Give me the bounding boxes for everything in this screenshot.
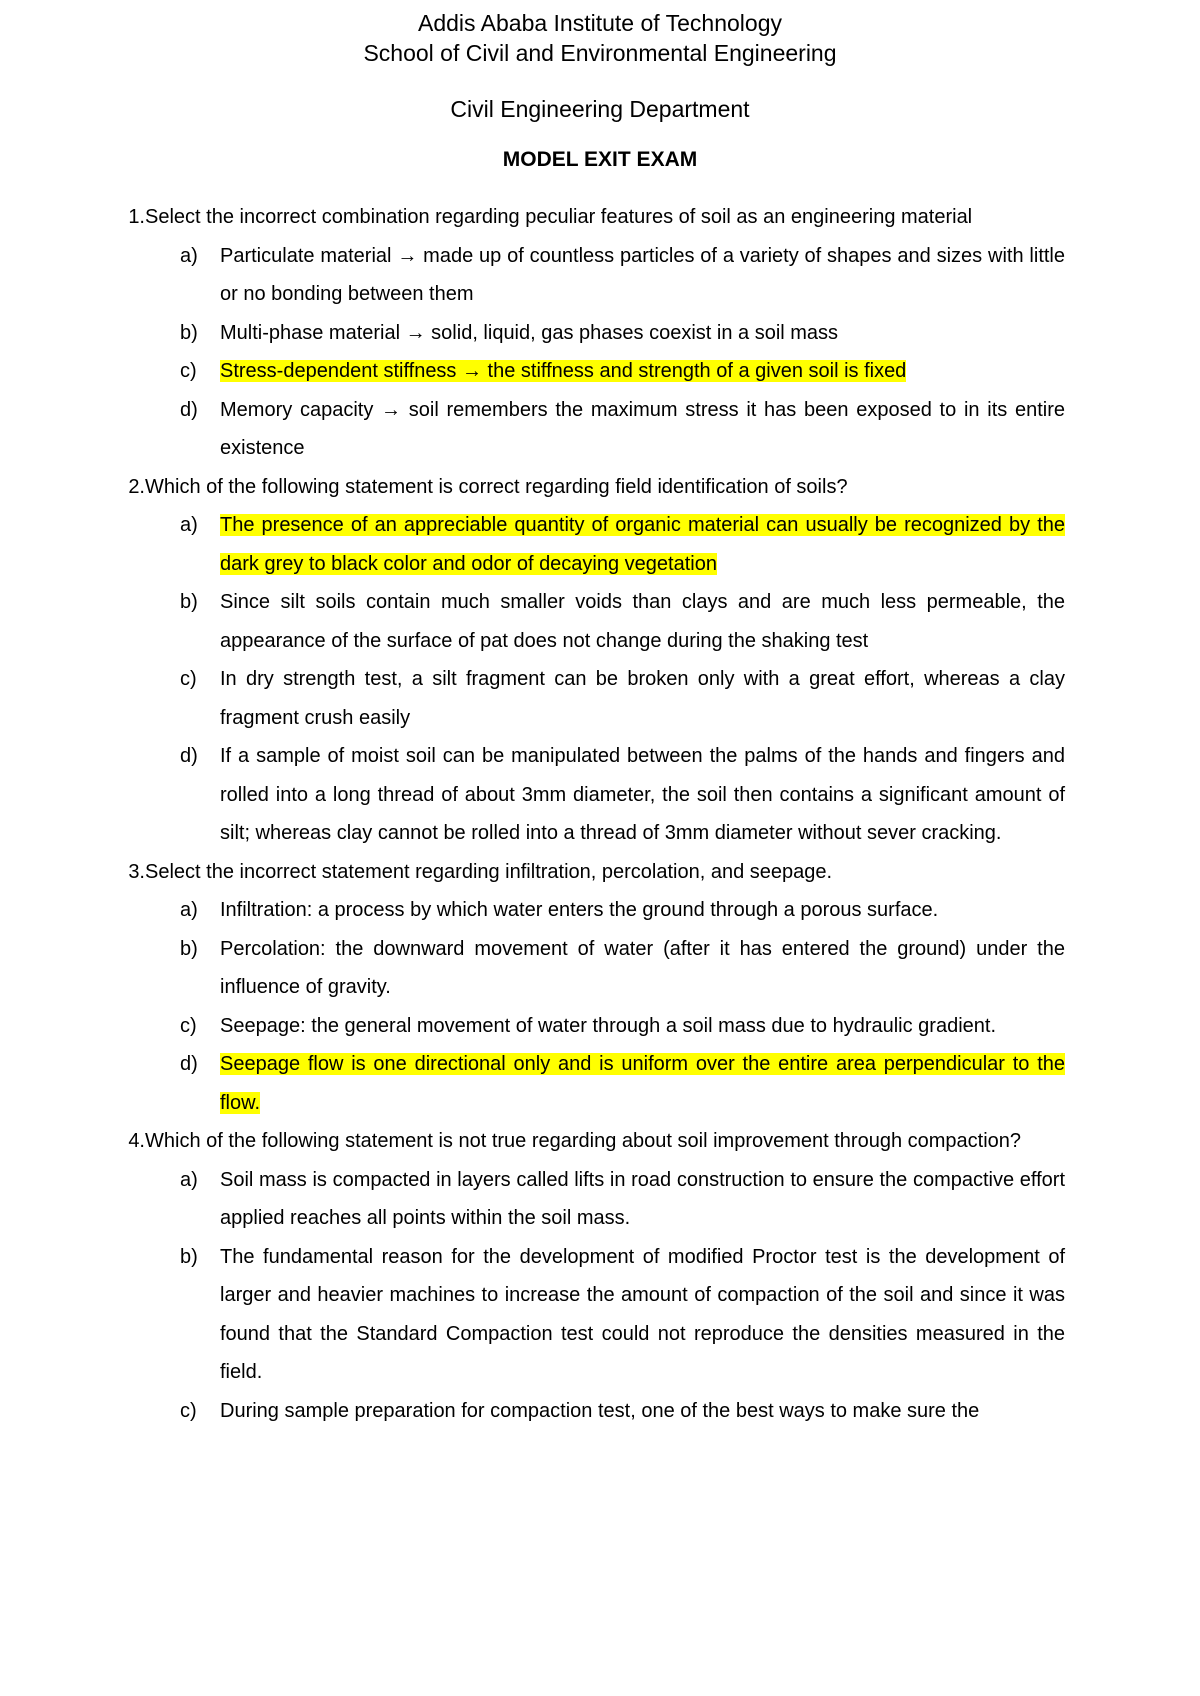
option-2b — [180, 583, 1065, 660]
option-2c — [180, 660, 1065, 737]
highlighted-answer: Seepage flow is one directional only and is uniform over the entire area perpendicular to the flow. — [220, 1053, 1065, 1114]
option-3c — [180, 1007, 1065, 1046]
option-letter: b) — [180, 937, 198, 960]
question-number: 2. — [128, 475, 145, 498]
option-1a — [180, 237, 1065, 314]
option-letter: b) — [180, 1245, 198, 1268]
exam-title: MODEL EXIT EXAM — [502, 148, 698, 171]
option-text: The fundamental reason for the development of modified Proctor test is the development of larger and heavier machines to increase the amount of compaction of the soil and since it was found that the Standard Compaction test could not reproduce the densities measured in the field. — [220, 1245, 1065, 1383]
option-text: Memory capacity → soil remembers the maximum stress it has been exposed to in its entire existence — [220, 398, 1065, 459]
option-text: During sample preparation for compaction test, one of the best ways to make sure the — [220, 1399, 980, 1422]
highlighted-answer: Stress-dependent stiffness → the stiffness and strength of a given soil is fixed — [220, 360, 907, 382]
option-4a — [180, 1161, 1065, 1238]
question-list — [100, 198, 1065, 1430]
option-2d — [180, 737, 1065, 853]
option-text: Percolation: the downward movement of water (after it has entered the ground) under the influence of gravity. — [220, 937, 1065, 998]
question-text: Which of the following statement is correct regarding field identification of soils? — [145, 475, 848, 498]
question-text: Select the incorrect statement regarding infiltration, percolation, and seepage. — [145, 860, 833, 883]
question-number: 4. — [128, 1130, 145, 1152]
question-number: 1. — [128, 206, 145, 228]
option-letter: d) — [180, 1053, 198, 1075]
option-text: Seepage: the general movement of water through a soil mass due to hydraulic gradient. — [220, 1014, 997, 1037]
option-text: In dry strength test, a silt fragment can be broken only with a great effort, whereas a clay fragment crush easily — [220, 668, 1065, 729]
option-letter: c) — [180, 668, 197, 690]
option-1d — [180, 391, 1065, 468]
option-3a — [180, 891, 1065, 930]
option-letter: d) — [180, 745, 198, 767]
question-4 — [100, 1122, 1065, 1161]
option-3d — [180, 1045, 1065, 1122]
option-letter: a) — [180, 899, 198, 921]
option-letter: c) — [180, 1399, 197, 1422]
option-text: Multi-phase material → solid, liquid, gas phases coexist in a soil mass — [220, 321, 839, 344]
question-number: 3. — [128, 860, 145, 883]
option-1c — [180, 352, 1065, 391]
option-letter: c) — [180, 360, 197, 382]
option-4b — [180, 1238, 1065, 1392]
question-2 — [100, 468, 1065, 507]
option-text: Soil mass is compacted in layers called lifts in road construction to ensure the compactive effort applied reaches all points within the soil mass. — [220, 1168, 1065, 1229]
question-1 — [100, 198, 1065, 237]
question-text: Which of the following statement is not true regarding about soil improvement through compaction? — [145, 1130, 1022, 1152]
option-text: Infiltration: a process by which water enters the ground through a porous surface. — [220, 899, 939, 921]
option-letter: a) — [180, 1168, 198, 1191]
option-text: If a sample of moist soil can be manipulated between the palms of the hands and fingers and rolled into a long thread of about 3mm diameter, the soil then contains a significant amount of silt; whereas clay cannot be rolled into a thread of 3mm diameter without sever cracking. — [220, 745, 1065, 844]
option-letter: a) — [180, 244, 198, 267]
highlighted-answer: The presence of an appreciable quantity of organic material can usually be recognized by the dark grey to black color and odor of decaying vegetation — [220, 514, 1065, 575]
option-letter: a) — [180, 514, 198, 536]
option-2a — [180, 506, 1065, 583]
option-letter: b) — [180, 321, 198, 344]
question-3 — [100, 853, 1065, 892]
option-text: Since silt soils contain much smaller voids than clays and are much less permeable, the appearance of the surface of pat does not change during the shaking test — [220, 591, 1065, 652]
option-3b — [180, 930, 1065, 1007]
option-1b — [180, 314, 1065, 353]
option-letter: c) — [180, 1014, 197, 1037]
option-text: Particulate material → made up of countless particles of a variety of shapes and sizes with little or no bonding between them — [220, 244, 1065, 305]
institute-name: Addis Ababa Institute of Technology — [417, 10, 782, 36]
school-name: School of Civil and Environmental Engineering — [363, 40, 837, 66]
option-letter: b) — [180, 591, 198, 613]
option-letter: d) — [180, 398, 198, 421]
option-4c — [180, 1392, 1065, 1431]
question-text: Select the incorrect combination regarding peculiar features of soil as an engineering material — [145, 206, 973, 228]
department-name: Civil Engineering Department — [450, 96, 750, 122]
